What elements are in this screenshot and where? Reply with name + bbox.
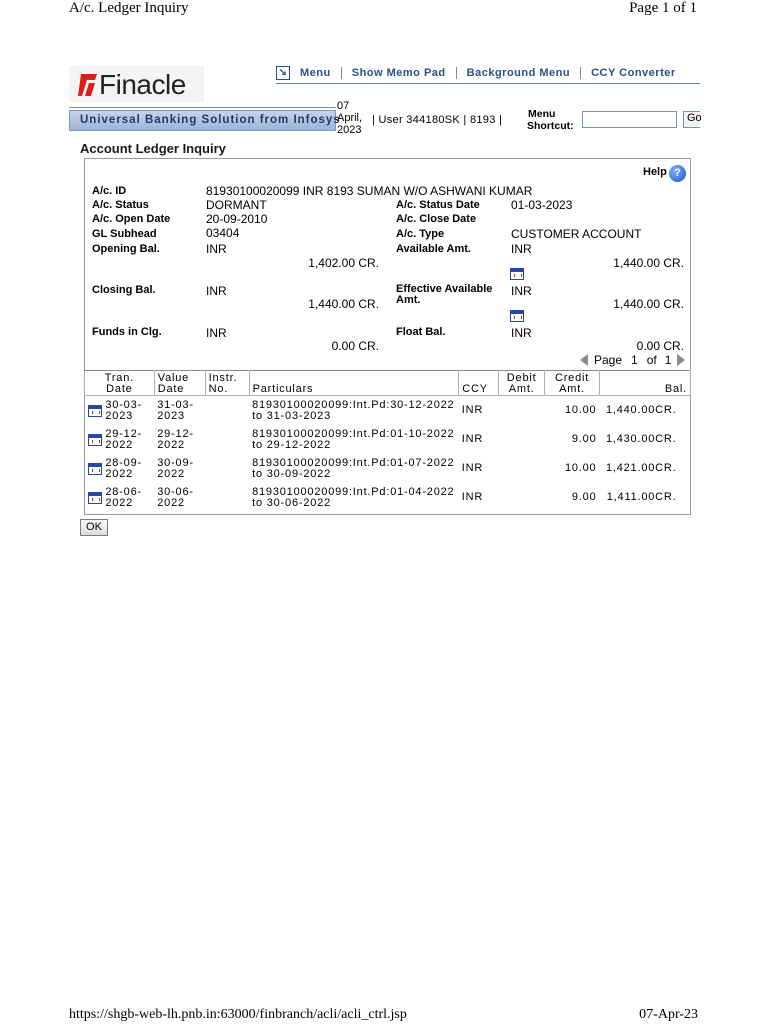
gl-subhead-value: 03404 (206, 226, 240, 240)
tran-date-value (105, 487, 142, 509)
ac-close-date-label: A/c. Close Date (396, 213, 477, 225)
calendar-icon[interactable] (88, 463, 102, 475)
tran-date-line2: 2022 (105, 438, 134, 451)
table-header-row (85, 371, 691, 396)
tagline-banner (69, 110, 341, 131)
user-info: | User 344180SK | 8193 | (372, 114, 503, 126)
tran-date-cell (85, 425, 155, 454)
value-date-line2: 2022 (157, 467, 185, 480)
col-value-date (154, 371, 205, 396)
session-date (337, 100, 373, 136)
col-value-date-line2: Date (157, 383, 185, 395)
debit-cell (499, 483, 545, 512)
calendar-icon[interactable] (88, 492, 102, 504)
instr-no-cell (205, 396, 249, 426)
closing-bal-label: Closing Bal. (92, 284, 156, 296)
float-bal-amt: 0.00 CR. (636, 339, 684, 353)
help-icon[interactable]: ? (669, 165, 686, 182)
instr-no-cell (205, 425, 249, 454)
ok-button[interactable]: OK (80, 519, 108, 536)
tran-date-line1: 30-03- (105, 398, 142, 411)
col-ccy: CCY (459, 371, 499, 396)
balance-cell: 1,430.00CR. (605, 433, 677, 445)
ac-type-value: CUSTOMER ACCOUNT (511, 227, 642, 241)
col-bal: Bal. (599, 371, 690, 396)
credit-cell: 10.00 (564, 462, 597, 474)
print-date: 07-Apr-23 (639, 1007, 698, 1022)
tran-date-cell (85, 483, 155, 512)
particulars-cell (249, 483, 459, 512)
float-bal-ccy: INR (511, 326, 532, 340)
instr-no-cell (205, 454, 249, 483)
col-instr-no (205, 371, 249, 396)
calendar-icon[interactable] (88, 434, 102, 446)
ac-open-date-label: A/c. Open Date (92, 213, 171, 225)
expand-arrow-icon[interactable]: ↘ (276, 66, 290, 80)
pager-current: 1 (631, 353, 638, 367)
ccy-cell: INR (461, 404, 484, 416)
ac-open-date-value: 20-09-2010 (206, 212, 268, 226)
session-date-month: April, (337, 112, 363, 124)
opening-bal-ccy: INR (206, 242, 227, 256)
particulars-cell (249, 425, 459, 454)
debit-cell (499, 396, 545, 426)
ac-status-date-value: 01-03-2023 (511, 198, 573, 212)
col-tran-date-line2: Date (106, 383, 133, 395)
menu-shortcut-label (527, 108, 574, 132)
particulars-line1: 81930100020099:Int.Pd:01-07-2022 (252, 456, 455, 469)
nav-menu[interactable]: Menu (290, 67, 342, 79)
session-date-day: 07 (337, 100, 350, 112)
opening-bal-label: Opening Bal. (92, 243, 160, 255)
tran-date-line1: 28-09- (105, 456, 142, 469)
ac-id-value: 81930100020099 INR 8193 SUMAN W/O ASHWANI KUMAR (206, 184, 533, 198)
calendar-icon[interactable] (88, 405, 102, 417)
print-url: https://shgb-web-lh.pnb.in:63000/finbranch/acli/acli_ctrl.jsp (69, 1007, 407, 1022)
session-date-year: 2023 (337, 124, 362, 136)
tran-date-line1: 28-06- (105, 485, 142, 498)
tran-date-line2: 2022 (105, 467, 134, 480)
particulars-line2: to 29-12-2022 (252, 438, 331, 451)
pager-total: 1 (664, 353, 672, 367)
nav-ccy-converter[interactable]: CCY Converter (591, 67, 676, 79)
effective-available-label (396, 284, 492, 306)
prev-page-icon[interactable] (580, 354, 588, 366)
pager-of-word: of (646, 353, 657, 367)
ac-id-label: A/c. ID (92, 185, 127, 197)
opening-bal-amt: 1,402.00 CR. (308, 256, 379, 270)
value-date-line2: 2023 (157, 409, 185, 422)
next-page-icon[interactable] (677, 354, 685, 366)
nav-show-memo-pad[interactable]: Show Memo Pad (342, 67, 457, 79)
tran-date-value (105, 400, 142, 422)
col-debit-amt-line2: Amt. (508, 383, 535, 395)
value-date-line2: 2022 (157, 438, 185, 451)
credit-cell: 9.00 (571, 433, 597, 445)
funds-in-clg-ccy: INR (206, 326, 227, 340)
col-instr-no-line2: No. (208, 383, 229, 395)
table-row (85, 425, 691, 454)
tran-date-cell (85, 454, 155, 483)
debit-cell (499, 425, 545, 454)
value-date-cell (154, 454, 205, 483)
closing-bal-ccy: INR (206, 284, 227, 298)
finacle-mark-icon (78, 74, 97, 96)
closing-bal-amt: 1,440.00 CR. (308, 297, 379, 311)
top-nav (276, 66, 686, 80)
funds-in-clg-amt: 0.00 CR. (331, 339, 379, 353)
col-debit-amt (499, 371, 545, 396)
col-tran-date-line1: Tran. (104, 372, 134, 384)
tran-date-cell (85, 396, 155, 426)
balance-cell: 1,421.00CR. (605, 462, 677, 474)
banner-divider (69, 107, 336, 108)
ac-status-date-label: A/c. Status Date (396, 199, 480, 211)
available-amt-ccy: INR (511, 242, 532, 256)
menu-shortcut-label-line1: Menu (528, 108, 556, 120)
debit-cell (499, 454, 545, 483)
ac-status-value: DORMANT (206, 198, 267, 212)
value-date-cell (154, 483, 205, 512)
ledger-table (84, 370, 691, 512)
credit-cell: 10.00 (564, 404, 597, 416)
col-credit-amt-line1: Credit (554, 372, 590, 384)
ccy-cell: INR (461, 433, 484, 445)
available-amt-value: 1,440.00 CR. (613, 256, 684, 270)
effective-available-label-line2: Amt. (396, 294, 421, 306)
float-bal-label: Float Bal. (396, 326, 446, 338)
print-page-number: Page 1 of 1 (629, 0, 697, 16)
ac-status-label: A/c. Status (92, 199, 149, 211)
go-button[interactable]: Go (683, 111, 700, 128)
nav-background-menu[interactable]: Background Menu (457, 67, 581, 79)
tran-date-value (105, 458, 142, 480)
value-date-cell (154, 396, 205, 426)
calendar-icon[interactable] (510, 310, 524, 322)
effective-available-label-line1: Effective Available (396, 283, 493, 295)
finacle-logo (69, 66, 204, 102)
instr-no-cell (205, 483, 249, 512)
effective-available-amt: 1,440.00 CR. (613, 297, 684, 311)
table-row (85, 396, 691, 426)
table-row (85, 483, 691, 512)
menu-shortcut-input[interactable] (582, 111, 677, 128)
calendar-icon[interactable] (510, 268, 524, 280)
table-row (85, 454, 691, 483)
col-credit-amt-line2: Amt. (559, 383, 585, 395)
tran-date-line2: 2022 (105, 496, 134, 509)
col-particulars: Particulars (249, 371, 459, 396)
tran-date-value (105, 429, 142, 451)
menu-shortcut-label-line2: Shortcut: (527, 120, 574, 132)
ac-type-label: A/c. Type (396, 228, 445, 240)
value-date-line1: 31-03- (157, 398, 194, 411)
particulars-cell (249, 396, 459, 426)
value-date-line1: 30-09- (157, 456, 194, 469)
value-date-line2: 2022 (157, 496, 185, 509)
pager (580, 353, 685, 367)
credit-cell: 9.00 (571, 491, 597, 503)
particulars-line1: 81930100020099:Int.Pd:30-12-2022 (252, 398, 455, 411)
page-title: Account Ledger Inquiry (80, 141, 226, 156)
nav-divider (276, 83, 700, 84)
tran-date-line1: 29-12- (105, 427, 142, 440)
pager-page-word: Page (594, 353, 623, 367)
value-date-line1: 30-06- (157, 485, 194, 498)
particulars-line2: to 30-09-2022 (252, 467, 331, 480)
logo-text: Finacle (99, 69, 186, 100)
value-date-line1: 29-12- (157, 427, 194, 440)
particulars-line2: to 30-06-2022 (252, 496, 331, 509)
gl-subhead-label: GL Subhead (92, 228, 157, 240)
tran-date-line2: 2023 (105, 409, 134, 422)
col-instr-no-line1: Instr. (208, 372, 238, 384)
print-title: A/c. Ledger Inquiry (69, 0, 189, 16)
balance-cell: 1,440.00CR. (605, 404, 677, 416)
col-tran-date (85, 371, 155, 396)
particulars-line2: to 31-03-2023 (252, 409, 331, 422)
col-value-date-line1: Value (157, 372, 190, 384)
particulars-cell (249, 454, 459, 483)
particulars-line1: 81930100020099:Int.Pd:01-04-2022 (252, 485, 455, 498)
available-amt-label: Available Amt. (396, 243, 471, 255)
funds-in-clg-label: Funds in Clg. (92, 326, 162, 338)
effective-available-ccy: INR (511, 284, 532, 298)
ccy-cell: INR (461, 462, 484, 474)
particulars-line1: 81930100020099:Int.Pd:01-10-2022 (252, 427, 455, 440)
tagline-text: Universal Banking Solution from Infosys (80, 114, 341, 126)
help-link[interactable]: Help (643, 166, 667, 178)
value-date-cell (154, 425, 205, 454)
ccy-cell: INR (461, 491, 484, 503)
balance-cell: 1,411.00CR. (606, 491, 677, 503)
col-credit-amt (545, 371, 600, 396)
col-debit-amt-line1: Debit (506, 372, 537, 384)
